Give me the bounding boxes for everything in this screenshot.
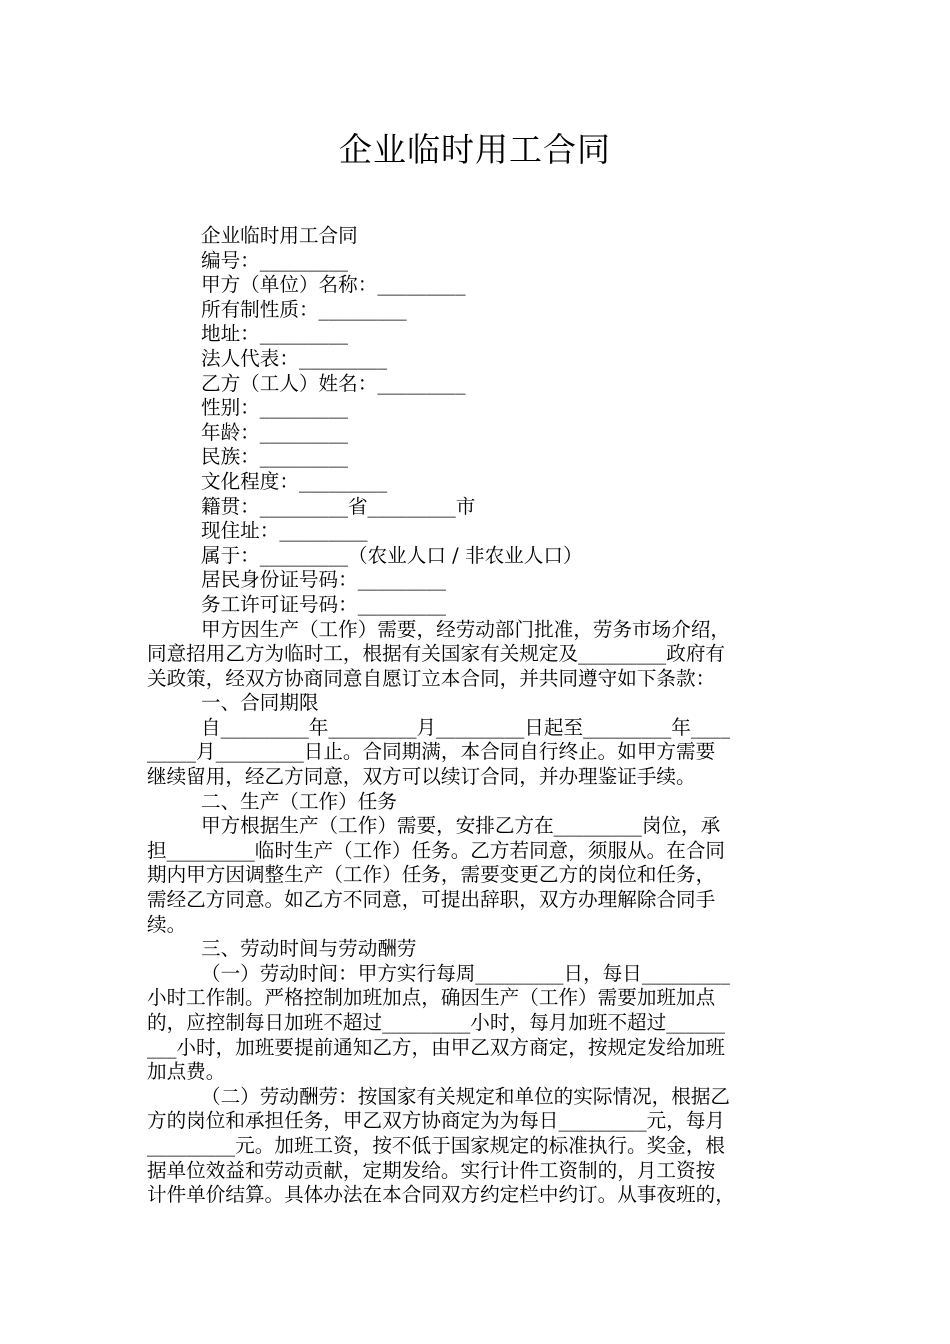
field-line: 企业临时用工合同: [201, 224, 358, 247]
field-ownership: 所有制性质：_________: [201, 297, 407, 321]
field-party-a-name: 甲方（单位）名称：_________: [201, 273, 466, 297]
section-2-line: 需经乙方同意。如乙方不同意，可提出辞职，双方办理解除合同手: [147, 888, 716, 912]
section-2-line: 续。: [147, 912, 187, 936]
field-party-b-name: 乙方（工人）姓名：_________: [201, 371, 466, 395]
section-heading: 二、生产（工作）任务: [201, 789, 397, 813]
field-work-permit: 务工许可证号码：_________: [201, 592, 446, 616]
field-ethnicity: 民族：_________: [201, 445, 348, 469]
field-address: 地址：_________: [201, 322, 348, 346]
section-3-1-line: ___小时，加班要提前通知乙方，由甲乙双方商定，按规定发给加班: [147, 1035, 726, 1059]
section-heading: 一、合同期限: [201, 691, 319, 715]
section-3-2-line: （二）劳动酬劳：按国家有关规定和单位的实际情况，根据乙: [201, 1084, 731, 1108]
section-1-line: 继续留用，经乙方同意，双方可以续订合同，并办理鉴证手续。: [147, 765, 696, 789]
section-1-line: 自_________年_________月_________日起至_________年____: [201, 715, 731, 739]
field-household-type: 属于：_________（农业人口 / 非农业人口）: [201, 543, 583, 567]
field-legal-rep: 法人代表：_________: [201, 346, 388, 370]
section-3-1-line: 小时工作制。严格控制加班加点，确因生产（工作）需要加班加点: [147, 986, 716, 1010]
section-3-2-line: 据单位效益和劳动贡献，定期发给。实行计件工资制的，月工资按: [147, 1158, 716, 1182]
document-title: 企业临时用工合同: [339, 130, 611, 169]
field-number: 编号：_________: [201, 248, 348, 272]
field-current-address: 现住址：_________: [201, 519, 368, 543]
document-body: [147, 224, 807, 1208]
section-2-line: 担_________临时生产（工作）任务。乙方若同意，须服从。在合同: [147, 838, 726, 862]
section-3-2-line: 方的岗位和承担任务，甲乙双方协商定为为每日_________元，每月: [147, 1109, 726, 1133]
section-3-1-line: 的，应控制每日加班不超过_________小时，每月加班不超过______: [147, 1011, 726, 1034]
field-age: 年龄：_________: [201, 420, 348, 444]
field-gender: 性别：_________: [201, 396, 348, 420]
section-3-2-line: _________元。加班工资，按不低于国家规定的标准执行。奖金，根: [147, 1133, 726, 1157]
section-2-line: 期内甲方因调整生产（工作）任务，需要变更乙方的岗位和任务，: [147, 863, 716, 887]
intro-line: 甲方因生产（工作）需要，经劳动部门批准，劳务市场介绍，: [201, 617, 731, 641]
section-heading: 三、劳动时间与劳动酬劳: [201, 937, 417, 961]
field-education: 文化程度：_________: [201, 469, 388, 493]
section-2-line: 甲方根据生产（工作）需要，安排乙方在_________岗位，承: [201, 814, 721, 838]
section-3-2-line: 计件单价结算。具体办法在本合同双方约定栏中约订。从事夜班的，: [147, 1183, 735, 1207]
field-id-number: 居民身份证号码：_________: [201, 568, 446, 592]
section-3-1-line: （一）劳动时间：甲方实行每周_________日，每日_________: [201, 961, 731, 985]
intro-line: 同意招用乙方为临时工，根据有关国家有关规定及_________政府有: [147, 642, 726, 666]
section-3-1-line: 加点费。: [147, 1060, 226, 1084]
section-1-line: _____月_________日止。合同期满，本合同自行终止。如甲方需要: [147, 740, 716, 764]
field-native-place: 籍贯：_________省_________市: [201, 494, 476, 518]
intro-line: 关政策，经双方协商同意自愿订立本合同，并共同遵守如下条款：: [147, 666, 716, 690]
